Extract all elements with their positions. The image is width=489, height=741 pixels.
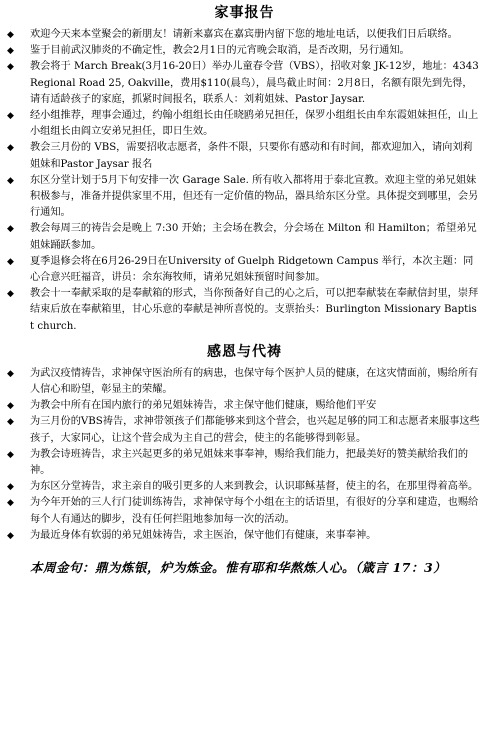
- diamond-bullet-icon: ◆: [7, 224, 14, 235]
- diamond-bullet-icon: ◆: [7, 256, 14, 267]
- list-item-text: 为武汉疫情祷告，求神保守医治所有的病患，也保守每个医护人员的健康，在这灾情面前，赐给所有人信心和盼望，彰显主的荣耀。: [30, 367, 479, 396]
- diamond-bullet-icon: ◆: [7, 530, 14, 541]
- list-item: [0, 398, 489, 414]
- list-item: [0, 173, 489, 222]
- list-item-text: 教会将于 March Break(3月16-20日）举办儿童春令营（VBS），招收对象 JK-12岁，地址：4343 Regional Road 25, Oakville，费用$110(晨鸟），晨鸟截止时间：2月8日，名额有限先到先得，请有适龄孩子的家庭，抓紧时间报名，联系人：刘莉姐妹、Pastor Jaysar.: [30, 61, 479, 105]
- diamond-bullet-icon: ◆: [7, 30, 14, 40]
- list-item-text: 为今年开始的三人行门徒训练祷告，求神保守每个小组在主的话语里，有很好的分享和建造，也赐给每个人有通达的脚步，没有任何拦阻地参加每一次的活动。: [30, 497, 479, 525]
- list-item: [0, 495, 489, 527]
- diamond-bullet-icon: ◆: [7, 482, 14, 493]
- list-item: [0, 447, 489, 479]
- list-item: [0, 59, 489, 108]
- list-item: [0, 108, 489, 140]
- list-item-text: 为教会中所有在国内旅行的弟兄姐妹祷告，求主保守他们健康，赐给他们平安: [30, 400, 377, 412]
- list-item: [0, 27, 489, 43]
- announcements-list: [0, 27, 489, 335]
- list-item-text: 经小组推荐，理事会通过，约翰小组组长由任晓鸥弟兄担任，保罗小组组长由牟东霞姐妹担任，山上小组组长由阎立安弟兄担任，即日生效。: [30, 110, 479, 138]
- list-item: [0, 140, 489, 172]
- list-item-text: 为教会诗班祷告，求主兴起更多的弟兄姐妹来事奉神，赐给我们能力，把最美好的赞美献给我们的神。: [30, 448, 469, 477]
- diamond-bullet-icon: ◆: [7, 143, 14, 154]
- diamond-bullet-icon: ◆: [7, 62, 14, 73]
- diamond-bullet-icon: ◆: [7, 175, 14, 186]
- diamond-bullet-icon: ◆: [7, 449, 14, 460]
- list-item-text: 为三月份的VBS祷告，求神带领孩子们都能够来到这个营会，也兴起足够的同工和志愿者来服事这些孩子，大家同心，让这个营会成为主自己的营会，使主的名能够得到彰显。: [30, 416, 480, 444]
- list-item-text: 东区分堂计划于5月下旬安排一次 Garage Sale. 所有收入都将用于泰北宣教。欢迎主堂的弟兄姐妹积极参与，准备并提供家里不用，但还有一定价值的物品，器具给东区分堂。具体提交到哪里，会另行通知。: [30, 174, 479, 219]
- list-item: [0, 221, 489, 253]
- diamond-bullet-icon: ◆: [7, 46, 14, 57]
- diamond-bullet-icon: ◆: [7, 289, 14, 300]
- list-item: [0, 414, 489, 446]
- weekly-verse: 本周金句：鼎为炼银，炉为炼金。惟有耶和华熬炼人心。（箴言 17：3）: [30, 560, 447, 576]
- list-item-text: 夏季退修会将在6月26-29日在University of Guelph Ridgetown Campus 举行，本次主题：同心合意兴旺福音，讲员：余东海牧师，请弟兄姐妹预留时间参加。: [30, 255, 474, 284]
- list-item-text: 为最近身体有软弱的弟兄姐妹祷告，求主医治，保守他们有健康，来事奉神。: [30, 529, 377, 541]
- diamond-bullet-icon: ◆: [7, 417, 14, 428]
- list-item: [0, 528, 489, 544]
- diamond-bullet-icon: ◆: [7, 498, 14, 509]
- list-item-text: 鉴于目前武汉肺炎的不确定性，教会2月1日的元宵晚会取消，是否改期，另行通知。: [30, 45, 410, 57]
- prayer-list: [0, 366, 489, 544]
- diamond-bullet-icon: ◆: [7, 368, 14, 379]
- list-item: [0, 366, 489, 398]
- list-item-text: 为东区分堂祷告，求主亲自的吸引更多的人来到教会，认识耶稣基督，使主的名，在那里得着高举。: [30, 481, 479, 493]
- diamond-bullet-icon: ◆: [7, 401, 14, 412]
- list-item: [0, 286, 489, 335]
- list-item: [0, 479, 489, 495]
- list-item-text: 教会十一奉献采取的是奉献箱的形式，当你预备好自己的心之后，可以把奉献装在奉献信封里，崇拜结束后放在奉献箱里，甘心乐意的奉献是神所喜悦的。支票抬头：Burlington Missionary Baptist church.: [30, 288, 479, 332]
- list-item: [0, 43, 489, 59]
- diamond-bullet-icon: ◆: [7, 111, 14, 122]
- prayer-title: 感恩与代祷: [207, 343, 282, 360]
- list-item-text: 教会三月份的 VBS，需要招收志愿者，条件不限，只要你有感动和有时间，都欢迎加入，请向刘莉姐妹和Pastor Jaysar 报名: [30, 142, 473, 170]
- announcements-title: 家事报告: [214, 5, 275, 21]
- list-item-text: 教会每周三的祷告会是晚上 7:30 开始；主会场在教会，分会场在 Milton 和 Hamilton；希望弟兄姐妹踊跃参加。: [30, 223, 477, 251]
- list-item: [0, 254, 489, 286]
- list-item-text: 欢迎今天来本堂聚会的新朋友！请新来嘉宾在嘉宾册内留下您的地址电话，以便我们日后联络。: [30, 29, 458, 40]
